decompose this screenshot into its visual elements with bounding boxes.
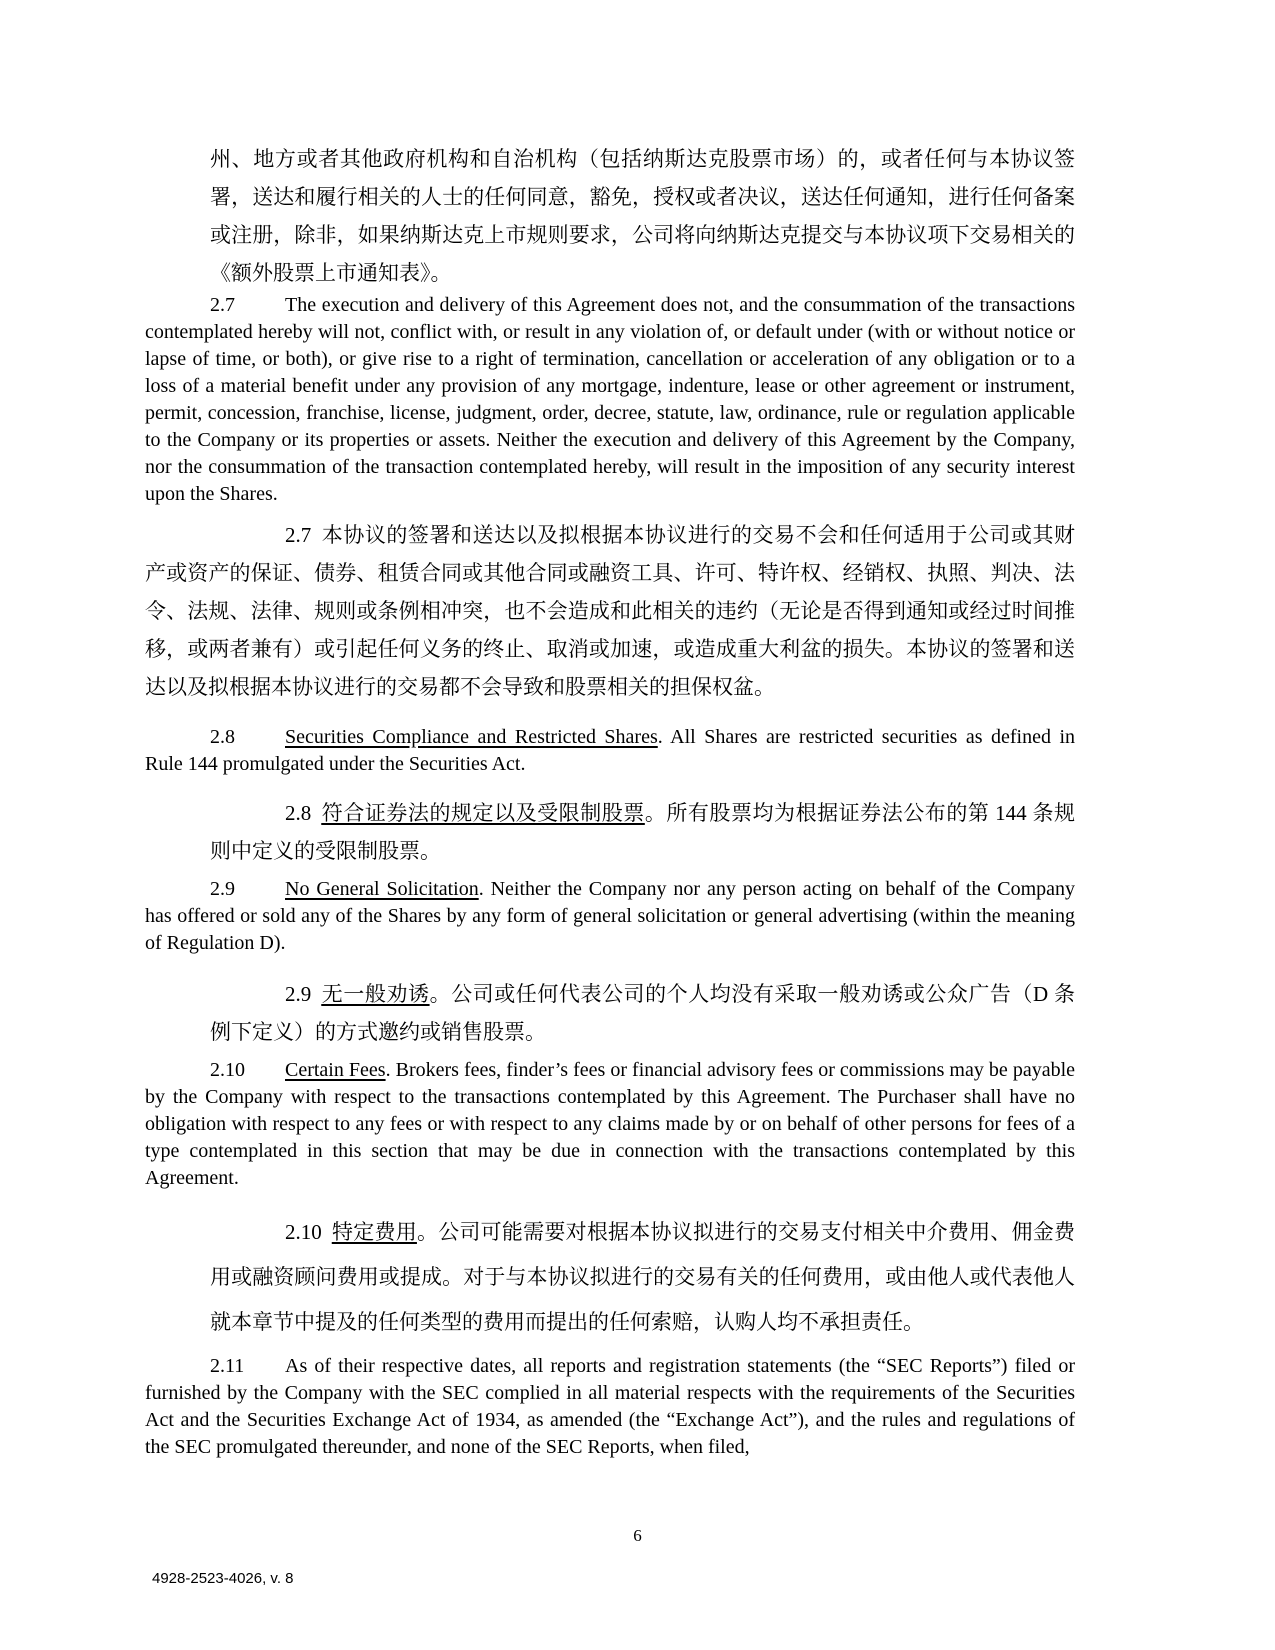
section-2-9-en <box>145 876 1075 957</box>
section-2-7-zh <box>145 516 1075 706</box>
section-body: . All Shares are restricted securities as defined in Rule 144 promulgated under the Securities Act. <box>145 726 1075 775</box>
section-2-9-zh <box>210 975 1075 1051</box>
section-title: No General Solicitation <box>285 878 479 900</box>
section-2-8-en <box>145 724 1075 778</box>
section-body: . Brokers fees, finder’s fees or financial advisory fees or commissions may be payable by the Company with respect to the transactions contemplated by this Agreement. The Purchaser shall have no obligation with respect to any fees or with respect to any claims made by or on behalf of other persons for fees of a type contemplated in this section that may be due in connection with the transactions contemplated by this Agreement. <box>145 1059 1076 1189</box>
section-number: 2.9 <box>210 878 235 900</box>
continuation-paragraph-zh <box>210 140 1075 292</box>
section-number: 2.8 <box>210 726 235 748</box>
section-2-10-en <box>145 1057 1075 1192</box>
section-body: The execution and delivery of this Agreement does not, and the consummation of the transactions contemplated hereby will not, conflict with, or result in any violation of, or default under (with or without notice or lapse of time, or both), or give rise to a right of termination, cancellation or acceleration of any obligation or to a loss of a material benefit under any provision of any mortgage, indenture, lease or other agreement or instrument, permit, concession, franchise, license, judgment, order, decree, statute, law, ordinance, rule or regulation applicable to the Company or its properties or assets. Neither the execution and delivery of this Agreement by the Company, nor the consummation of the transaction contemplated hereby, will result in the imposition of any security interest upon the Shares. <box>145 294 1075 505</box>
section-title: 无一般劝诱 <box>321 982 430 1006</box>
section-body: As of their respective dates, all reports and registration statements (the “SEC Reports”) filed or furnished by the Company with the SEC complied in all material respects with the requirements of the Securities Act and the Securities Exchange Act of 1934, as amended (the “Exchange Act”), and the rules and regulations of the SEC promulgated thereunder, and none of the SEC Reports, when filed, <box>145 1355 1075 1458</box>
page-number: 6 <box>633 1526 642 1545</box>
section-body: 。公司或任何代表公司的个人均没有采取一般劝诱或公众广告（D 条例下定义）的方式邀约或销售股票。 <box>210 982 1076 1044</box>
section-number: 2.10 <box>285 1220 322 1244</box>
section-number: 2.8 <box>285 801 312 825</box>
section-2-8-zh <box>210 794 1075 870</box>
document-id-footer: 4928-2523-4026, v. 8 <box>152 1570 294 1587</box>
section-title: 符合证券法的规定以及受限制股票 <box>321 801 645 825</box>
section-2-10-zh <box>210 1210 1075 1345</box>
section-title: 特定费用 <box>331 1220 417 1244</box>
section-body: 。所有股票均为根据证券法公布的第 144 条规则中定义的受限制股票。 <box>210 801 1076 863</box>
section-title: Certain Fees <box>285 1059 386 1081</box>
section-2-7-en <box>145 292 1075 508</box>
section-number: 2.9 <box>285 982 312 1006</box>
paragraph-text: 州、地方或者其他政府机构和自治机构（包括纳斯达克股票市场）的，或者任何与本协议签署，送达和履行相关的人士的任何同意，豁免，授权或者决议，送达任何通知，进行任何备案或注册，除非，如果纳斯达克上市规则要求，公司将向纳斯达克提交与本协议项下交易相关的《额外股票上市通知表》。 <box>210 147 1075 285</box>
section-2-11-en <box>145 1353 1075 1461</box>
section-number: 2.7 <box>210 294 235 316</box>
section-number: 2.7 <box>285 523 312 547</box>
section-title: Securities Compliance and Restricted Shares <box>285 726 658 748</box>
section-body: 。公司可能需要对根据本协议拟进行的交易支付相关中介费用、佣金费用或融资顾问费用或提成。对于与本协议拟进行的交易有关的任何费用，或由他人或代表他人就本章节中提及的任何类型的费用而提出的任何索赔，认购人均不承担责任。 <box>210 1220 1076 1334</box>
section-body: 本协议的签署和送达以及拟根据本协议进行的交易不会和任何适用于公司或其财产或资产的保证、债券、租赁合同或其他合同或融资工具、许可、特许权、经销权、执照、判决、法令、法规、法律、规则或条例相冲突，也不会造成和此相关的违约（无论是否得到通知或经过时间推移，或两者兼有）或引起任何义务的终止、取消或加速，或造成重大利盆的损失。本协议的签署和送达以及拟根据本协议进行的交易都不会导致和股票相关的担保权盆。 <box>145 523 1075 699</box>
section-number: 2.10 <box>210 1059 245 1081</box>
section-number: 2.11 <box>210 1355 245 1377</box>
section-body: . Neither the Company nor any person acting on behalf of the Company has offered or sold any of the Shares by any form of general solicitation or general advertising (within the meaning of Regulation D). <box>145 878 1075 954</box>
